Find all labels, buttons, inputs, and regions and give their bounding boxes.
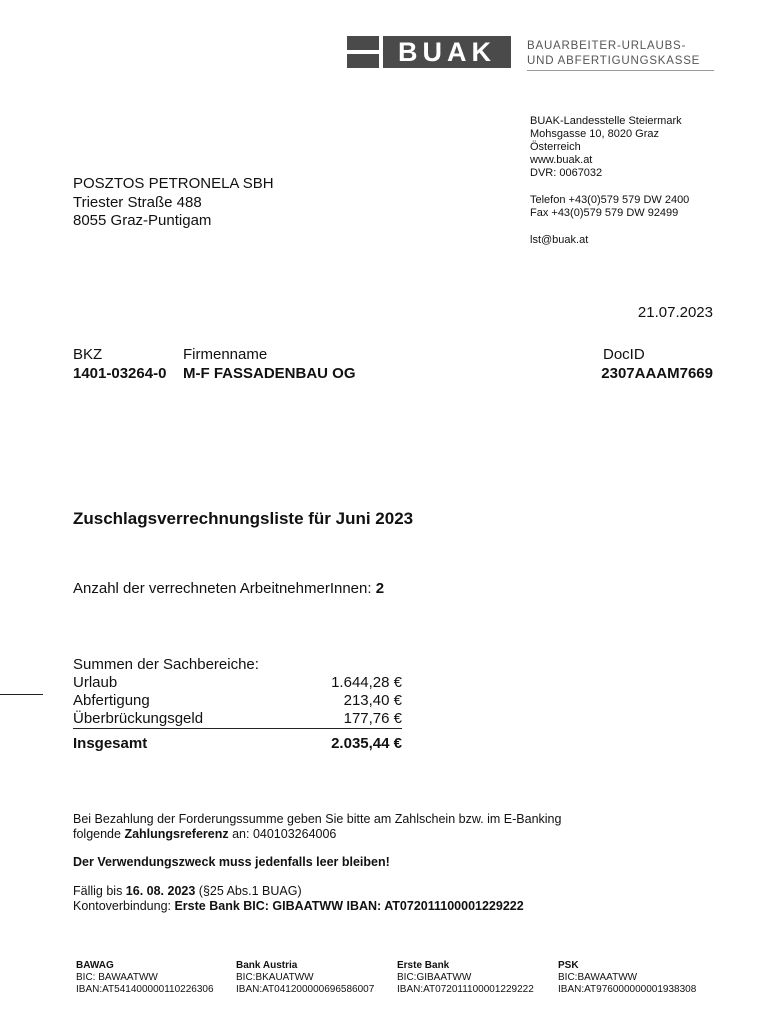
payment-due: [73, 884, 524, 914]
due-post: (§25 Abs.1 BUAG): [195, 884, 302, 898]
sender-fax: Fax +43(0)579 579 DW 92499: [530, 207, 679, 219]
sum-label: Abfertigung: [73, 692, 150, 709]
employee-count-value: 2: [375, 580, 385, 597]
sender-phone: Telefon +43(0)579 579 DW 2400: [530, 194, 690, 206]
recipient-address: [73, 175, 274, 231]
sums-heading: Summen der Sachbereiche:: [73, 656, 259, 673]
bank-column-psk: [558, 960, 696, 996]
recipient-street: Triester Straße 488: [73, 193, 202, 211]
bank-iban: IBAN:AT072011100001229222: [397, 984, 534, 995]
page-title: Zuschlagsverrechnungsliste für Juni 2023: [73, 509, 414, 528]
total-label: Insgesamt: [73, 735, 148, 752]
bank-name: Bank Austria: [236, 960, 298, 971]
sum-row-total: [73, 735, 402, 752]
payment-line2: [73, 827, 561, 842]
bank-iban: IBAN:AT041200000696586007: [236, 984, 375, 995]
logo-mark-icon: [347, 36, 379, 68]
document-date: 21.07.2023: [637, 304, 713, 321]
logo-word: BUAK: [383, 36, 511, 68]
sender-email: lst@buak.at: [530, 234, 589, 246]
sum-row-ueberbrueckungsgeld: [73, 710, 402, 727]
due-pre: Fällig bis: [73, 884, 126, 898]
sum-row-abfertigung: [73, 692, 402, 709]
sum-row-urlaub: [73, 674, 402, 691]
payment-reference-label: Zahlungsreferenz: [124, 827, 229, 841]
logo-subtitle: [527, 39, 700, 69]
firm-value: M-F FASSADENBAU OG: [183, 365, 356, 382]
sender-block: [530, 115, 689, 247]
recipient-city: 8055 Graz-Puntigam: [73, 212, 212, 229]
bank-bic: BIC:GIBAATWW: [397, 972, 472, 983]
payment-line2-pre: folgende: [73, 827, 125, 841]
sum-divider: [73, 728, 402, 729]
bank-iban: IBAN:AT541400000110226306: [76, 984, 214, 995]
payment-instructions: [73, 812, 561, 842]
bank-column-erste-bank: [397, 960, 534, 996]
buak-logo: [347, 36, 511, 68]
sum-amount: 1.644,28 €: [331, 674, 402, 691]
sender-website: www.buak.at: [530, 154, 593, 166]
payment-warning: Der Verwendungszweck muss jedenfalls leer bleiben!: [73, 855, 390, 869]
bank-name: Erste Bank: [397, 960, 450, 971]
sender-line: Österreich: [530, 141, 581, 153]
bank-column-bawag: [76, 960, 214, 996]
bank-column-bank-austria: [236, 960, 374, 996]
recipient-name: POSZTOS PETRONELA SBH: [73, 175, 274, 192]
bank-iban: IBAN:AT976000000001938308: [558, 984, 697, 995]
account-value: Erste Bank BIC: GIBAATWW IBAN: AT072011100001229222: [174, 899, 524, 913]
logo-divider: [527, 70, 714, 71]
bkz-label: BKZ: [73, 346, 103, 363]
firm-label: Firmenname: [183, 346, 268, 363]
sum-label: Überbrückungsgeld: [73, 710, 204, 727]
employee-count: [73, 580, 384, 597]
logo-subtitle-line2: UND ABFERTIGUNGSKASSE: [527, 55, 701, 67]
fold-mark: [0, 694, 43, 695]
sum-amount: 213,40 €: [343, 692, 402, 709]
due-line: [73, 884, 524, 899]
docid-value: 2307AAAM7669: [601, 365, 713, 382]
account-label: Kontoverbindung:: [73, 899, 175, 913]
bkz-value: 1401-03264-0: [73, 365, 167, 382]
sum-amount: 177,76 €: [343, 710, 402, 727]
docid-label: DocID: [603, 346, 645, 363]
due-date: 16. 08. 2023: [125, 884, 196, 898]
logo-subtitle-line1: BAUARBEITER-URLAUBS-: [527, 40, 687, 52]
employee-count-label: Anzahl der verrechneten ArbeitnehmerInnen:: [73, 580, 372, 597]
sender-line: BUAK-Landesstelle Steiermark: [530, 115, 682, 127]
account-line: [73, 899, 524, 914]
sender-line: Mohsgasse 10, 8020 Graz: [530, 128, 660, 140]
sum-label: Urlaub: [73, 674, 118, 691]
bank-bic: BIC:BKAUATWW: [236, 972, 314, 983]
payment-reference-value: an: 040103264006: [228, 827, 337, 841]
bank-name: PSK: [558, 960, 579, 971]
payment-line1: Bei Bezahlung der Forderungssumme geben Sie bitte am Zahlschein bzw. im E-Banking: [73, 812, 562, 826]
bank-name: BAWAG: [76, 960, 114, 971]
total-amount: 2.035,44 €: [331, 735, 402, 752]
bank-bic: BIC: BAWAATWW: [76, 972, 158, 983]
sender-line: DVR: 0067032: [530, 167, 603, 179]
bank-bic: BIC:BAWAATWW: [558, 972, 638, 983]
